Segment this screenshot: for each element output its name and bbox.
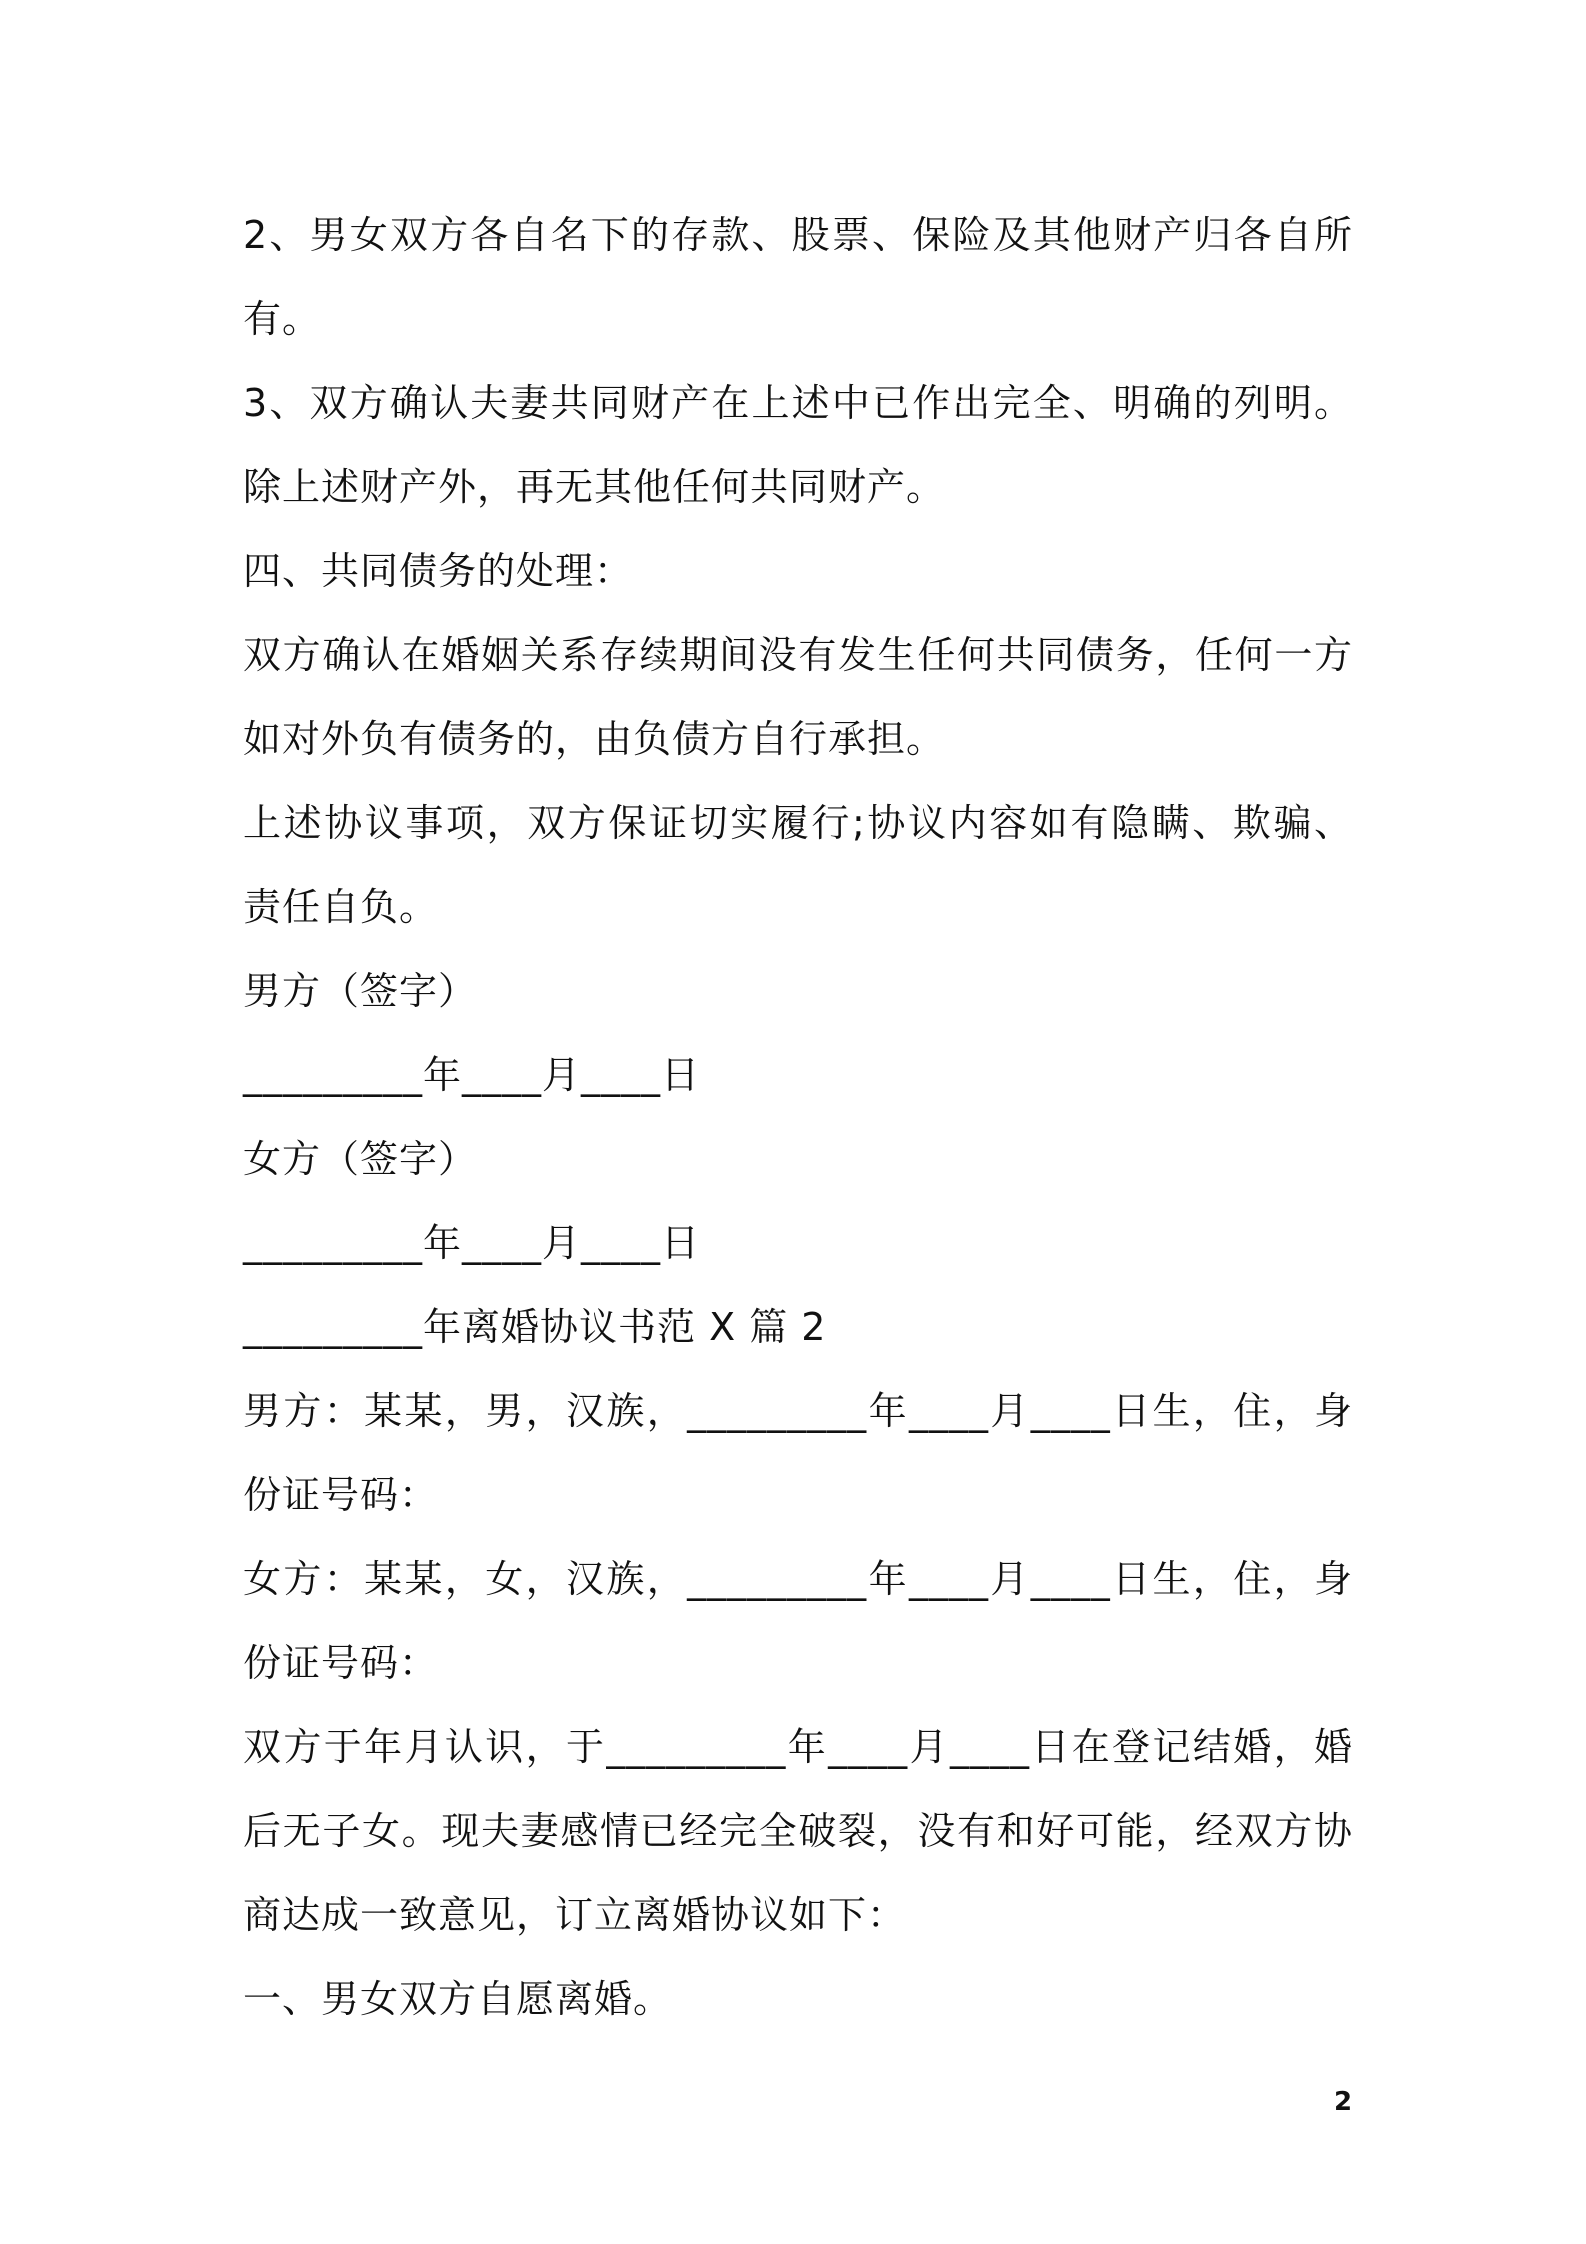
paragraph-line: 男方：某某，男，汉族，_________年____月____日生，住，身: [243, 1389, 1353, 1433]
paragraph-line: 3、双方确认夫妻共同财产在上述中已作出完全、明确的列明。: [243, 381, 1353, 425]
paragraph-line: 责任自负。: [243, 885, 439, 929]
paragraph-line: 份证号码：: [243, 1641, 439, 1685]
paragraph-line: 除上述财产外，再无其他任何共同财产。: [243, 465, 946, 509]
date-blank-line: _________年____月____日: [243, 1053, 701, 1097]
document-body: [243, 193, 1353, 2041]
paragraph-line: 份证号码：: [243, 1473, 439, 1517]
page-number: 2: [1334, 2087, 1353, 2117]
section-heading: 一、男女双方自愿离婚。: [243, 1977, 673, 2021]
section-heading: 四、共同债务的处理：: [243, 549, 634, 593]
date-blank-line: _________年____月____日: [243, 1221, 701, 1265]
paragraph-line: 如对外负有债务的，由负债方自行承担。: [243, 717, 946, 761]
paragraph-line: 双方确认在婚姻关系存续期间没有发生任何共同债务，任何一方: [243, 633, 1353, 677]
paragraph-line: 双方于年月认识，于_________年____月____日在登记结婚，婚: [243, 1725, 1353, 1769]
article-title: _________年离婚协议书范 X 篇 2: [243, 1305, 827, 1349]
paragraph-line: 女方：某某，女，汉族，_________年____月____日生，住，身: [243, 1557, 1353, 1601]
paragraph-line: 商达成一致意见，订立离婚协议如下：: [243, 1893, 907, 1937]
signature-label-male: 男方（签字）: [243, 969, 478, 1013]
signature-label-female: 女方（签字）: [243, 1137, 478, 1181]
paragraph-line: 上述协议事项，双方保证切实履行;协议内容如有隐瞒、欺骗、: [243, 801, 1353, 845]
paragraph-line: 2、男女双方各自名下的存款、股票、保险及其他财产归各自所: [243, 213, 1353, 257]
paragraph-line: 有。: [243, 297, 322, 341]
paragraph-line: 后无子女。现夫妻感情已经完全破裂，没有和好可能，经双方协: [243, 1809, 1353, 1853]
